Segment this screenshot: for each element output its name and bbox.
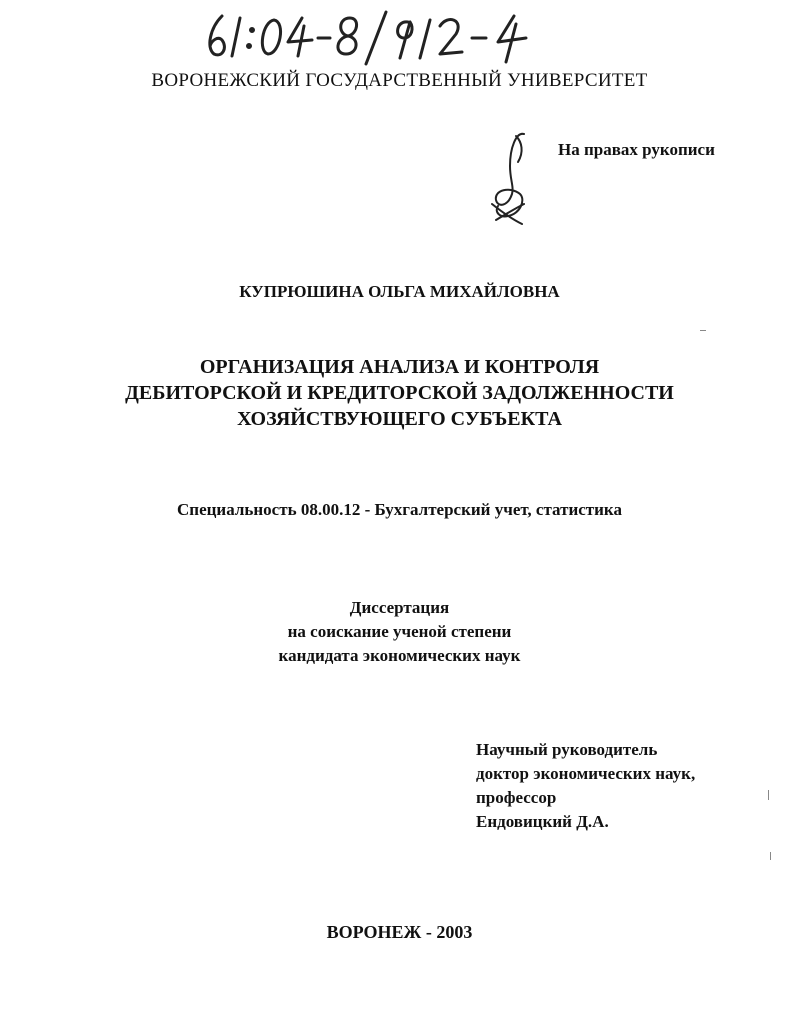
signature-drawing (480, 128, 540, 238)
scan-speck (770, 852, 771, 860)
supervisor-line: Научный руководитель (476, 740, 658, 759)
dissertation-type (0, 596, 799, 668)
scan-speck (768, 790, 769, 800)
supervisor-line: доктор экономических наук, (476, 764, 696, 783)
scan-speck (700, 330, 706, 331)
dissertation-line: Диссертация (349, 598, 450, 617)
author-name: КУПРЮШИНА ОЛЬГА МИХАЙЛОВНА (239, 282, 560, 301)
dissertation-line: на соискание ученой степени (287, 622, 512, 641)
title-line: ХОЗЯЙСТВУЮЩЕГО СУБЪЕКТА (237, 408, 562, 430)
dissertation-title (0, 354, 799, 432)
rights-note: На правах рукописи (558, 140, 715, 159)
title-line: ДЕБИТОРСКОЙ И КРЕДИТОРСКОЙ ЗАДОЛЖЕННОСТИ (125, 382, 674, 404)
supervisor-line: профессор (476, 788, 557, 807)
title-line: ОРГАНИЗАЦИЯ АНАЛИЗА И КОНТРОЛЯ (199, 356, 600, 378)
speciality: Специальность 08.00.12 - Бухгалтерский учет, статистика (177, 500, 622, 519)
supervisor-line: Ендовицкий Д.А. (476, 812, 609, 831)
handwritten-registration-number-drawing (200, 8, 560, 68)
signature (480, 128, 540, 238)
handwritten-registration-number (200, 8, 560, 68)
dissertation-line: кандидата экономических наук (278, 646, 521, 665)
university-name: ВОРОНЕЖСКИЙ ГОСУДАРСТВЕННЫЙ УНИВЕРСИТЕТ (151, 70, 648, 91)
supervisor-block (476, 738, 695, 834)
city-year: ВОРОНЕЖ - 2003 (326, 922, 473, 942)
